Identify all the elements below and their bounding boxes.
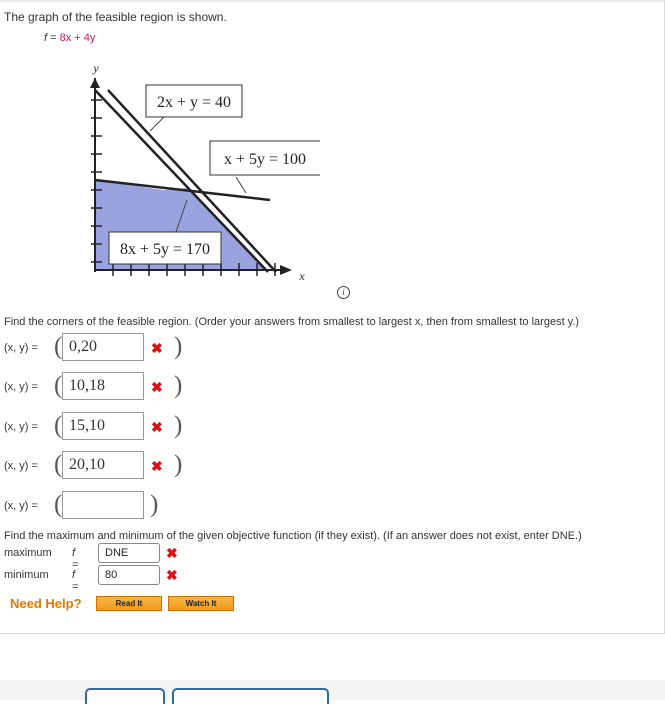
- corner-input-2[interactable]: 10,18: [62, 372, 144, 400]
- objective-function: [44, 32, 95, 44]
- open-paren: (: [54, 451, 63, 478]
- close-paren: ): [174, 451, 183, 478]
- corner-input-4[interactable]: 20,10: [62, 451, 144, 479]
- objective-question: Find the maximum and minimum of the given objective function (if they exist). (If an answer does not exist, enter DNE.): [4, 530, 582, 542]
- top-border: [0, 0, 665, 2]
- feasible-region-graph: [80, 60, 320, 290]
- close-paren: ): [150, 491, 159, 518]
- corner-label: (x, y) =: [4, 500, 38, 512]
- maximum-eq: =: [72, 559, 79, 571]
- open-paren: (: [54, 333, 63, 360]
- objective-var: f: [44, 32, 48, 44]
- need-help-title: Need Help?: [10, 596, 82, 611]
- close-paren: ): [174, 372, 183, 399]
- wrong-icon: ✖: [151, 458, 163, 474]
- maximum-input[interactable]: DNE: [98, 543, 160, 563]
- x-axis-label: x: [299, 269, 305, 283]
- bottom-button-right[interactable]: [172, 688, 329, 704]
- intro-text: The graph of the feasible region is shown.: [4, 10, 227, 24]
- corners-question: Find the corners of the feasible region. (Order your answers from smallest to largest x, then from smallest to largest y.): [4, 316, 580, 328]
- section-divider: [0, 633, 665, 634]
- close-paren: ): [174, 333, 183, 360]
- y-axis-label: y: [93, 61, 99, 75]
- label-2x-y-40: 2x + y = 40: [156, 94, 232, 111]
- open-paren: (: [54, 372, 63, 399]
- minimum-f: f: [72, 569, 76, 581]
- maximum-f-eq: [72, 547, 78, 571]
- info-icon[interactable]: i: [337, 286, 350, 299]
- maximum-label: maximum: [4, 547, 52, 559]
- corner-label: (x, y) =: [4, 421, 38, 433]
- bottom-button-left[interactable]: [85, 688, 165, 704]
- minimum-eq: =: [72, 581, 79, 593]
- wrong-icon: ✖: [166, 545, 178, 561]
- corner-label: (x, y) =: [4, 460, 38, 472]
- maximum-f: f: [72, 547, 76, 559]
- label-x-5y-100: x + 5y = 100: [223, 151, 307, 168]
- wrong-icon: ✖: [151, 340, 163, 356]
- wrong-icon: ✖: [151, 419, 163, 435]
- corner-label: (x, y) =: [4, 342, 38, 354]
- corner-label: (x, y) =: [4, 381, 38, 393]
- open-paren: (: [54, 412, 63, 439]
- minimum-f-eq: [72, 569, 78, 593]
- minimum-label: minimum: [4, 569, 49, 581]
- close-paren: ): [174, 412, 183, 439]
- objective-eq: =: [50, 32, 57, 44]
- corner-input-3[interactable]: 15,10: [62, 412, 144, 440]
- open-paren: (: [54, 491, 63, 518]
- objective-expr: 8x + 4y: [59, 32, 96, 44]
- watch-it-button[interactable]: Watch It: [168, 596, 234, 611]
- label-8x-5y-170: 8x + 5y = 170: [119, 241, 211, 258]
- wrong-icon: ✖: [166, 567, 178, 583]
- corner-input-5[interactable]: [62, 491, 144, 519]
- wrong-icon: ✖: [151, 379, 163, 395]
- read-it-button[interactable]: Read It: [96, 596, 162, 611]
- minimum-input[interactable]: 80: [98, 565, 160, 585]
- corner-input-1[interactable]: 0,20: [62, 333, 144, 361]
